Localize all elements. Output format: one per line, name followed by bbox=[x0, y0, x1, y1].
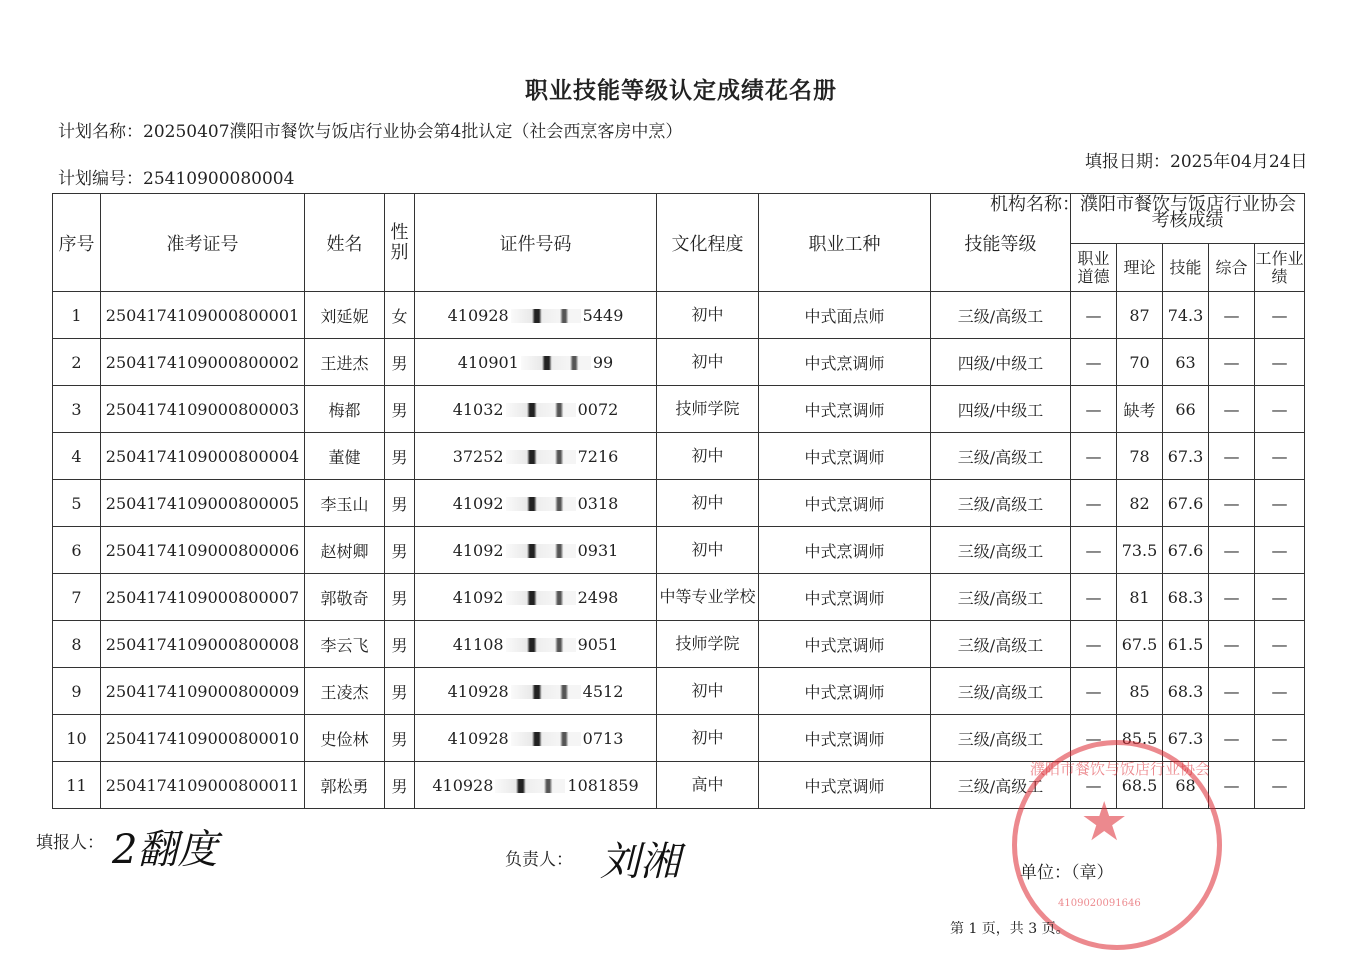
cell-edu: 初中 bbox=[657, 527, 759, 574]
cell-edu: 技师学院 bbox=[657, 386, 759, 433]
cell-edu: 初中 bbox=[657, 339, 759, 386]
cell-overall: — bbox=[1209, 339, 1255, 386]
cell-ethics: — bbox=[1071, 339, 1117, 386]
id-prefix: 37252 bbox=[452, 446, 504, 466]
header-scores: 考核成绩 bbox=[1071, 194, 1305, 244]
cell-level: 三级/高级工 bbox=[931, 292, 1071, 339]
cell-ethics: — bbox=[1071, 433, 1117, 480]
cell-seq: 9 bbox=[53, 668, 101, 715]
cell-theory: 85 bbox=[1117, 668, 1163, 715]
cell-level: 四级/中级工 bbox=[931, 339, 1071, 386]
table-row bbox=[53, 527, 1305, 574]
header-skill: 技能 bbox=[1163, 244, 1209, 292]
cell-seq: 10 bbox=[53, 715, 101, 762]
header-level: 技能等级 bbox=[931, 194, 1071, 292]
cell-job: 中式烹调师 bbox=[759, 480, 931, 527]
score-roster-table bbox=[52, 193, 1305, 809]
filler-signature: 2翻度 bbox=[112, 827, 218, 873]
cell-edu: 技师学院 bbox=[657, 621, 759, 668]
cell-job: 中式烹调师 bbox=[759, 433, 931, 480]
cell-name: 史俭林 bbox=[305, 715, 385, 762]
cell-gender: 男 bbox=[385, 715, 415, 762]
table-row bbox=[53, 668, 1305, 715]
table-row bbox=[53, 480, 1305, 527]
plan-number-line bbox=[58, 164, 294, 189]
cell-name: 王凌杰 bbox=[305, 668, 385, 715]
cell-ethics: — bbox=[1071, 621, 1117, 668]
cell-work: — bbox=[1255, 715, 1305, 762]
id-redaction bbox=[506, 591, 576, 605]
cell-edu: 初中 bbox=[657, 668, 759, 715]
cell-id bbox=[415, 292, 657, 339]
header-overall: 综合 bbox=[1209, 244, 1255, 292]
id-suffix: 7216 bbox=[577, 446, 619, 466]
table-row bbox=[53, 386, 1305, 433]
table-row bbox=[53, 621, 1305, 668]
id-redaction bbox=[506, 497, 576, 511]
cell-overall: — bbox=[1209, 762, 1255, 809]
cell-name: 赵树卿 bbox=[305, 527, 385, 574]
cell-level: 四级/中级工 bbox=[931, 386, 1071, 433]
id-prefix: 41108 bbox=[452, 634, 504, 654]
cell-job: 中式烹调师 bbox=[759, 762, 931, 809]
id-prefix: 410928 bbox=[447, 305, 509, 325]
cell-theory: 缺考 bbox=[1117, 386, 1163, 433]
cell-name: 梅都 bbox=[305, 386, 385, 433]
cell-job: 中式烹调师 bbox=[759, 527, 931, 574]
responsible-signature: 刘湘 bbox=[600, 839, 680, 885]
cell-ticket: 2504174109000800006 bbox=[101, 527, 305, 574]
cell-job: 中式烹调师 bbox=[759, 339, 931, 386]
cell-theory: 70 bbox=[1117, 339, 1163, 386]
cell-name: 李云飞 bbox=[305, 621, 385, 668]
id-suffix: 5449 bbox=[582, 305, 624, 325]
cell-gender: 女 bbox=[385, 292, 415, 339]
id-redaction bbox=[506, 450, 576, 464]
cell-gender: 男 bbox=[385, 527, 415, 574]
id-suffix: 2498 bbox=[577, 587, 619, 607]
cell-work: — bbox=[1255, 574, 1305, 621]
id-redaction bbox=[521, 356, 591, 370]
cell-edu: 高中 bbox=[657, 762, 759, 809]
cell-ticket: 2504174109000800010 bbox=[101, 715, 305, 762]
cell-level: 三级/高级工 bbox=[931, 574, 1071, 621]
id-prefix: 41092 bbox=[452, 587, 504, 607]
cell-overall: — bbox=[1209, 668, 1255, 715]
cell-edu: 初中 bbox=[657, 715, 759, 762]
cell-level: 三级/高级工 bbox=[931, 762, 1071, 809]
cell-job: 中式烹调师 bbox=[759, 668, 931, 715]
cell-theory: 81 bbox=[1117, 574, 1163, 621]
header-name: 姓名 bbox=[305, 194, 385, 292]
report-date-value: 2025年04月24日 bbox=[1170, 152, 1308, 172]
id-suffix: 0931 bbox=[577, 540, 619, 560]
cell-id bbox=[415, 339, 657, 386]
cell-gender: 男 bbox=[385, 386, 415, 433]
cell-name: 郭敬奇 bbox=[305, 574, 385, 621]
header-work: 工作业绩 bbox=[1255, 244, 1305, 292]
cell-skill: 68.3 bbox=[1163, 574, 1209, 621]
id-redaction bbox=[511, 309, 581, 323]
cell-job: 中式面点师 bbox=[759, 292, 931, 339]
id-suffix: 0072 bbox=[577, 399, 619, 419]
cell-skill: 68 bbox=[1163, 762, 1209, 809]
id-suffix: 0713 bbox=[582, 728, 624, 748]
id-prefix: 410928 bbox=[447, 681, 509, 701]
cell-work: — bbox=[1255, 433, 1305, 480]
cell-ticket: 2504174109000800003 bbox=[101, 386, 305, 433]
responsible-label: 负责人： bbox=[505, 850, 573, 870]
header-row bbox=[53, 194, 1305, 244]
cell-overall: — bbox=[1209, 480, 1255, 527]
id-prefix: 410901 bbox=[457, 352, 519, 372]
cell-overall: — bbox=[1209, 386, 1255, 433]
header-theory: 理论 bbox=[1117, 244, 1163, 292]
id-suffix: 9051 bbox=[577, 634, 619, 654]
cell-work: — bbox=[1255, 386, 1305, 433]
cell-skill: 67.3 bbox=[1163, 433, 1209, 480]
cell-ticket: 2504174109000800008 bbox=[101, 621, 305, 668]
cell-theory: 85.5 bbox=[1117, 715, 1163, 762]
cell-gender: 男 bbox=[385, 762, 415, 809]
cell-id bbox=[415, 762, 657, 809]
report-date-line bbox=[1085, 147, 1308, 172]
cell-seq: 8 bbox=[53, 621, 101, 668]
id-suffix: 0318 bbox=[577, 493, 619, 513]
cell-work: — bbox=[1255, 668, 1305, 715]
cell-gender: 男 bbox=[385, 621, 415, 668]
cell-job: 中式烹调师 bbox=[759, 621, 931, 668]
cell-work: — bbox=[1255, 480, 1305, 527]
cell-name: 郭松勇 bbox=[305, 762, 385, 809]
cell-ethics: — bbox=[1071, 292, 1117, 339]
id-redaction bbox=[506, 403, 576, 417]
cell-id bbox=[415, 715, 657, 762]
id-prefix: 41092 bbox=[452, 493, 504, 513]
cell-edu: 初中 bbox=[657, 480, 759, 527]
cell-ethics: — bbox=[1071, 527, 1117, 574]
cell-work: — bbox=[1255, 621, 1305, 668]
cell-ethics: — bbox=[1071, 574, 1117, 621]
cell-overall: — bbox=[1209, 527, 1255, 574]
cell-id bbox=[415, 527, 657, 574]
cell-gender: 男 bbox=[385, 480, 415, 527]
cell-skill: 68.3 bbox=[1163, 668, 1209, 715]
cell-work: — bbox=[1255, 292, 1305, 339]
cell-work: — bbox=[1255, 527, 1305, 574]
cell-id bbox=[415, 433, 657, 480]
cell-level: 三级/高级工 bbox=[931, 668, 1071, 715]
cell-ticket: 2504174109000800002 bbox=[101, 339, 305, 386]
cell-skill: 61.5 bbox=[1163, 621, 1209, 668]
cell-id bbox=[415, 574, 657, 621]
id-prefix: 410928 bbox=[447, 728, 509, 748]
table-row bbox=[53, 339, 1305, 386]
organization-value: 濮阳市餐饮与饭店行业协会 bbox=[1080, 194, 1296, 215]
cell-job: 中式烹调师 bbox=[759, 715, 931, 762]
cell-ethics: — bbox=[1071, 480, 1117, 527]
id-suffix: 99 bbox=[592, 352, 614, 372]
page-indicator: 第 1 页，共 3 页。 bbox=[950, 921, 1070, 937]
cell-id bbox=[415, 386, 657, 433]
cell-level: 三级/高级工 bbox=[931, 433, 1071, 480]
organization-label: 机构名称： bbox=[990, 194, 1080, 215]
cell-ticket: 2504174109000800011 bbox=[101, 762, 305, 809]
header-education: 文化程度 bbox=[657, 194, 759, 292]
cell-seq: 2 bbox=[53, 339, 101, 386]
table-row bbox=[53, 574, 1305, 621]
cell-level: 三级/高级工 bbox=[931, 480, 1071, 527]
cell-overall: — bbox=[1209, 574, 1255, 621]
cell-theory: 67.5 bbox=[1117, 621, 1163, 668]
id-suffix: 4512 bbox=[582, 681, 624, 701]
cell-gender: 男 bbox=[385, 574, 415, 621]
cell-seq: 3 bbox=[53, 386, 101, 433]
seal-number: 4109020091646 bbox=[1058, 898, 1141, 909]
plan-name-label: 计划名称： bbox=[58, 122, 143, 142]
cell-job: 中式烹调师 bbox=[759, 386, 931, 433]
cell-skill: 67.3 bbox=[1163, 715, 1209, 762]
id-prefix: 410928 bbox=[432, 775, 494, 795]
id-redaction bbox=[506, 638, 576, 652]
header-ticket: 准考证号 bbox=[101, 194, 305, 292]
id-redaction bbox=[495, 779, 565, 793]
cell-ethics: — bbox=[1071, 668, 1117, 715]
cell-theory: 82 bbox=[1117, 480, 1163, 527]
cell-overall: — bbox=[1209, 292, 1255, 339]
cell-edu: 初中 bbox=[657, 433, 759, 480]
cell-job: 中式烹调师 bbox=[759, 574, 931, 621]
cell-ticket: 2504174109000800001 bbox=[101, 292, 305, 339]
cell-ethics: — bbox=[1071, 386, 1117, 433]
cell-edu: 中等专业学校 bbox=[657, 574, 759, 621]
cell-level: 三级/高级工 bbox=[931, 527, 1071, 574]
document-title: 职业技能等级认定成绩花名册 bbox=[525, 78, 837, 104]
cell-seq: 6 bbox=[53, 527, 101, 574]
cell-id bbox=[415, 621, 657, 668]
cell-name: 李玉山 bbox=[305, 480, 385, 527]
cell-theory: 78 bbox=[1117, 433, 1163, 480]
seal-star-icon: ★ bbox=[1080, 790, 1129, 853]
cell-id bbox=[415, 668, 657, 715]
cell-theory: 68.5 bbox=[1117, 762, 1163, 809]
seal-text: 濮阳市餐饮与饭店行业协会 bbox=[1030, 760, 1211, 778]
header-gender: 性别 bbox=[385, 194, 415, 292]
cell-edu: 初中 bbox=[657, 292, 759, 339]
cell-seq: 4 bbox=[53, 433, 101, 480]
cell-gender: 男 bbox=[385, 339, 415, 386]
report-date-label: 填报日期： bbox=[1085, 152, 1170, 172]
header-id: 证件号码 bbox=[415, 194, 657, 292]
cell-level: 三级/高级工 bbox=[931, 621, 1071, 668]
cell-ticket: 2504174109000800004 bbox=[101, 433, 305, 480]
cell-seq: 11 bbox=[53, 762, 101, 809]
cell-overall: — bbox=[1209, 621, 1255, 668]
cell-work: — bbox=[1255, 339, 1305, 386]
cell-skill: 66 bbox=[1163, 386, 1209, 433]
cell-gender: 男 bbox=[385, 433, 415, 480]
cell-seq: 7 bbox=[53, 574, 101, 621]
cell-skill: 74.3 bbox=[1163, 292, 1209, 339]
table-row bbox=[53, 292, 1305, 339]
plan-number-label: 计划编号： bbox=[58, 169, 143, 189]
id-prefix: 41032 bbox=[452, 399, 504, 419]
cell-id bbox=[415, 480, 657, 527]
id-redaction bbox=[506, 544, 576, 558]
cell-ticket: 2504174109000800007 bbox=[101, 574, 305, 621]
cell-ethics: — bbox=[1071, 715, 1117, 762]
cell-theory: 87 bbox=[1117, 292, 1163, 339]
id-redaction bbox=[511, 732, 581, 746]
plan-number-value: 25410900080004 bbox=[143, 169, 295, 189]
cell-skill: 63 bbox=[1163, 339, 1209, 386]
plan-name-line bbox=[58, 117, 682, 142]
plan-name-value: 20250407濮阳市餐饮与饭店行业协会第4批认定（社会西烹客房中烹） bbox=[143, 122, 683, 142]
cell-gender: 男 bbox=[385, 668, 415, 715]
cell-overall: — bbox=[1209, 433, 1255, 480]
cell-name: 董健 bbox=[305, 433, 385, 480]
cell-ethics: — bbox=[1071, 762, 1117, 809]
cell-work: — bbox=[1255, 762, 1305, 809]
id-suffix: 1081859 bbox=[567, 775, 639, 795]
cell-theory: 73.5 bbox=[1117, 527, 1163, 574]
table-row bbox=[53, 433, 1305, 480]
cell-skill: 67.6 bbox=[1163, 480, 1209, 527]
cell-name: 刘延妮 bbox=[305, 292, 385, 339]
id-redaction bbox=[511, 685, 581, 699]
cell-ticket: 2504174109000800009 bbox=[101, 668, 305, 715]
cell-name: 王进杰 bbox=[305, 339, 385, 386]
cell-level: 三级/高级工 bbox=[931, 715, 1071, 762]
cell-overall: — bbox=[1209, 715, 1255, 762]
filler-label: 填报人： bbox=[36, 833, 104, 853]
cell-seq: 1 bbox=[53, 292, 101, 339]
cell-ticket: 2504174109000800005 bbox=[101, 480, 305, 527]
cell-skill: 67.6 bbox=[1163, 527, 1209, 574]
id-prefix: 41092 bbox=[452, 540, 504, 560]
header-seq: 序号 bbox=[53, 194, 101, 292]
cell-seq: 5 bbox=[53, 480, 101, 527]
header-job: 职业工种 bbox=[759, 194, 931, 292]
unit-label: 单位：（章） bbox=[1020, 863, 1114, 883]
header-ethics: 职业道德 bbox=[1071, 244, 1117, 292]
